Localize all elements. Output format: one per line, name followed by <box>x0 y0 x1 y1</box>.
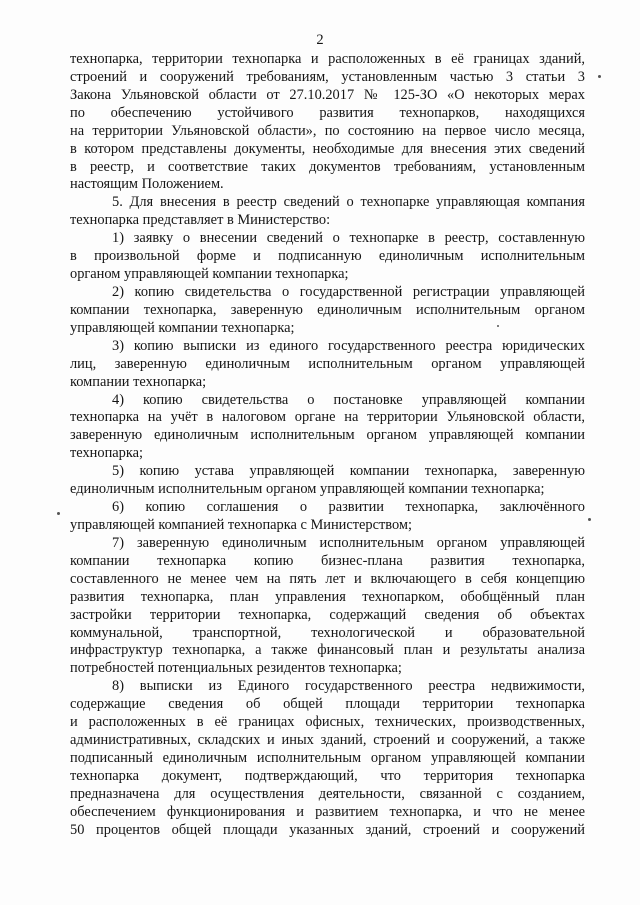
page-number: 2 <box>316 32 324 48</box>
text-line: 6) копию соглашения о развитии технопарка, заключённого <box>112 499 585 516</box>
document-body <box>70 51 585 840</box>
text-line: на территории Ульяновской области», по состоянию на первое число месяца, <box>70 122 585 139</box>
text-line: подписанный единоличным исполнительным органом управляющей компании <box>70 749 585 766</box>
text-line: управляющей компании технопарка; <box>70 319 295 336</box>
text-line: технопарка документ, подтверждающий, что территория технопарка <box>70 767 585 784</box>
text-line: 3) копию выписки из единого государственного реестра юридических <box>112 337 585 354</box>
text-line: лиц, заверенную единоличным исполнительным органом управляющей <box>70 355 585 372</box>
scan-speck <box>588 518 591 521</box>
text-line: содержащие сведения об общей площади территории технопарка <box>70 696 585 713</box>
text-line: заверенную единоличным исполнительным органом управляющей компании <box>70 427 585 444</box>
text-line: компании технопарка, заверенную единоличным исполнительным органом <box>70 301 585 318</box>
text-line: 1) заявку о внесении сведений о технопарке в реестр, составленную <box>112 230 585 247</box>
text-line: в произвольной форме и подписанную единоличным исполнительным <box>70 248 585 265</box>
text-line: в котором представлены документы, необходимые для внесения этих сведений <box>70 140 585 157</box>
text-line: потребностей потенциальных резидентов технопарка; <box>70 660 402 677</box>
text-line: 5. Для внесения в реестр сведений о технопарке управляющая компания <box>112 194 585 211</box>
text-line: 4) копию свидетельства о постановке управляющей компании <box>112 391 585 408</box>
text-line: развития технопарка, план управления технопарком, обобщённый план <box>70 588 585 605</box>
text-line: технопарка, территории технопарка и расположенных в её границах зданий, <box>70 51 585 67</box>
text-line: 7) заверенную единоличным исполнительным органом управляющей <box>112 534 585 551</box>
text-line: 5) копию устава управляющей компании технопарка, заверенную <box>112 463 585 480</box>
text-line: управляющей компанией технопарка с Министерством; <box>70 516 413 533</box>
text-line: по обеспечению устойчивого развития технопарков, находящихся <box>70 104 585 121</box>
text-line: предназначена для осуществления деятельности, связанной с созданием, <box>70 785 585 802</box>
scan-speck <box>497 325 499 327</box>
text-line: технопарка представляет в Министерство: <box>70 212 331 229</box>
text-line: компании технопарка копию бизнес-плана развития технопарка, <box>70 552 585 569</box>
scan-speck <box>598 75 601 78</box>
text-line: строений и сооружений требованиям, установленным частью 3 статьи 3 <box>70 68 585 85</box>
text-line: инфраструктур технопарка, а также финансовый план и результаты анализа <box>70 642 585 659</box>
text-line: 8) выписки из Единого государственного реестра недвижимости, <box>112 678 585 695</box>
scan-speck <box>57 512 60 515</box>
text-line: обеспечением функционирования и развитием технопарка, и что не менее <box>70 803 585 820</box>
text-line: Закона Ульяновской области от 27.10.2017 № 125-ЗО «О некоторых мерах <box>70 86 585 103</box>
text-line: составленного не менее чем на пять лет и включающего в себя концепцию <box>70 570 585 587</box>
text-line: административных, складских и иных зданий, строений и сооружений, а также <box>70 732 585 749</box>
text-line: 50 процентов общей площади указанных зданий, строений и сооружений <box>70 821 585 838</box>
text-line: и расположенных в её границах офисных, технических, производственных, <box>70 714 585 731</box>
text-line: технопарка на учёт в налоговом органе на территории Ульяновской области, <box>70 409 585 426</box>
text-line: 2) копию свидетельства о государственной регистрации управляющей <box>112 283 585 300</box>
text-line: в реестр, и соответствие таких документов требованиям, установленным <box>70 158 585 175</box>
text-line: настоящим Положением. <box>70 176 224 193</box>
text-line: застройки территории технопарка, содержащий сведения об объектах <box>70 606 585 623</box>
text-line: компании технопарка; <box>70 373 207 390</box>
text-line: коммунальной, транспортной, технологической и образовательной <box>70 624 585 641</box>
text-line: единоличным исполнительным органом управляющей компании технопарка; <box>70 481 545 498</box>
text-line: органом управляющей компании технопарка; <box>70 266 349 283</box>
text-line: технопарка; <box>70 445 144 462</box>
